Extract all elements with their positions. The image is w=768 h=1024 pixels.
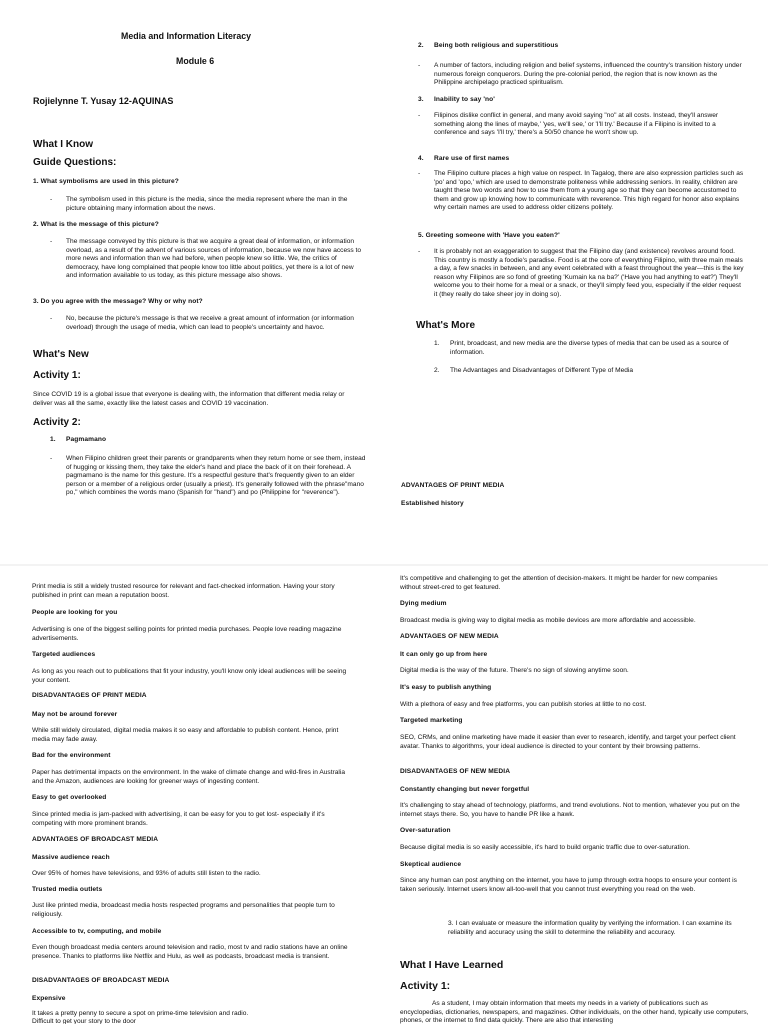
document-page-4	[384, 566, 768, 1024]
item-1-number: 1.	[50, 436, 56, 443]
subheading: It can only go up from here	[400, 651, 488, 658]
bullet: -	[418, 248, 421, 255]
section-heading: DISADVANTAGES OF PRINT MEDIA	[32, 692, 147, 699]
whats-more-heading: What's More	[416, 320, 476, 331]
paragraph: Over 95% of homes have televisions, and 93% of adults still listen to the radio.	[32, 870, 261, 877]
item-1-text: When Filipino children greet their parents or grandparents when they return home or see them, instead of hugging or kissing them, they take the elder's hand and place the back of it on their forehead. A pagmamano is the name for this gesture. It's a respectful gesture that's frequently given to an elder person or a member of a religious order (usually a priest). It's generally followed with the phrase"mano po," which combines the words mano (Spanish for "hand") and po (Philippine for "reverence").	[66, 455, 368, 497]
subheading: Constantly changing but never forgetful	[400, 786, 530, 793]
bullet: -	[50, 315, 53, 322]
activity-2-heading: Activity 2:	[33, 417, 81, 428]
subheading: Over-saturation	[400, 827, 451, 834]
document-page-2	[384, 0, 768, 564]
more-1-text: Print, broadcast, and new media are the diverse types of media that can be used as a source of information.	[450, 340, 731, 356]
activity-1-heading: Activity 1:	[400, 980, 451, 992]
what-i-have-learned-heading: What I Have Learned	[400, 959, 504, 971]
paragraph: With a plethora of easy and free platforms, you can publish stories at little to no cost.	[400, 701, 647, 708]
student-name: Rojielynne T. Yusay 12-AQUINAS	[33, 96, 174, 106]
question-1: 1. What symbolisms are used in this picture?	[33, 178, 179, 185]
what-i-know-heading: What I Know	[33, 139, 93, 150]
section-heading: DISADVANTAGES OF NEW MEDIA	[400, 768, 511, 775]
paragraph: SEO, CRMs, and online marketing have made it easier than ever to research, identify, and target your perfect client avatar. Thanks to algorithms, your ideal audience is directed to your content by their browsing patterns.	[400, 734, 738, 750]
question-2: 2. What is the message of this picture?	[33, 221, 159, 228]
item-1-title: Pagmamano	[66, 436, 107, 443]
subheading: Targeted audiences	[32, 651, 96, 658]
subheading: Accessible to tv, computing, and mobile	[32, 928, 162, 935]
item-4-title: Rare use of first names	[434, 155, 510, 162]
more-1-number: 1.	[434, 340, 440, 347]
paragraph: Digital media is the way of the future. There's no sign of slowing anytime soon.	[400, 667, 629, 674]
paragraph: Broadcast media is giving way to digital media as mobile devices are more affordable and accessible.	[400, 617, 696, 624]
item-4-number: 4.	[418, 155, 424, 162]
section-heading: ADVANTAGES OF NEW MEDIA	[400, 633, 499, 640]
bullet: -	[418, 170, 421, 177]
paragraph: Print media is still a widely trusted resource for relevant and fact-checked information. Having your story published in print can mean a reputation boost.	[32, 583, 337, 599]
item-5-text: It is probably not an exaggeration to suggest that the Filipino day (and existence) revolves around food. This country is mostly a foodie's paradise. Food is at the core of everything Filipino, with three main meals a day, a few snacks in between, and any event celebrated with a feast throughout the year—this is the key reason why Filipinos are so fond of greeting 'Kumain ka na ba?' ('Have you had anything to eat?') They'll welcome you to their home for a meal or a snack, or they'll simply feed you, especially if the elder request it (they really do take sheer joy in doing so).	[434, 248, 746, 298]
item-5-title: 5. Greeting someone with 'Have you eaten?'	[418, 232, 560, 239]
item-3-text: 3. I can evaluate or measure the information quality by verifying the information. I can examine its reliability and accuracy using the skill to determine the reliability and accuracy.	[448, 920, 734, 936]
subheading: People are looking for you	[32, 609, 118, 616]
subheading: Trusted media outlets	[32, 886, 103, 893]
subheading: Easy to get overlooked	[32, 794, 107, 801]
answer-2: The message conveyed by this picture is that we acquire a great deal of information, or information overload, as a result of the advent of various sources of information, because we now have access to more news and information than we had before, when people knew so little. We, the critics of democracy, have long complained that people know too little about politics, yet there is a lot of new and information available to us today, as this picture message also shows.	[66, 238, 363, 280]
bullet: -	[418, 62, 421, 69]
subheading: May not be around forever	[32, 711, 118, 718]
bullet: -	[50, 238, 53, 245]
item-2-title: Being both religious and superstitious	[434, 42, 559, 49]
paragraph: Just like printed media, broadcast media hosts respected programs and personalities that people turn to religiously.	[32, 902, 337, 918]
activity-1-text: As a student, I may obtain information that meets my needs in a variety of publications such as encyclopedias, dictionaries, newspapers, and magazines. Other individuals, on the other hand, typically use computers, phones, or the internet to find data quickly. There are also that interesting	[400, 1000, 751, 1024]
paragraph: Advertising is one of the biggest selling points for printed media purchases. People love reading magazine advertisements.	[32, 626, 344, 642]
bullet: -	[50, 196, 53, 203]
paragraph: Difficult to get your story to the door	[32, 1018, 136, 1024]
answer-1: The symbolism used in this picture is the media, since the media represent where the man in the picture obtaining many information about the news.	[66, 196, 350, 212]
subheading: Targeted marketing	[400, 717, 463, 724]
paragraph: Paper has detrimental impacts on the environment. In the wake of climate change and wild-fires in Australia and the Amazon, audiences are looking for greener ways of ingesting content.	[32, 769, 347, 785]
activity-1-text: Since COVID 19 is a global issue that everyone is dealing with, the information that different media relay or deliver was all the same, exactly like the latest cases and COVID 19 vaccination.	[33, 391, 347, 407]
module-title: Module 6	[176, 56, 215, 66]
paragraph: It takes a pretty penny to secure a spot on prime-time television and radio.	[32, 1010, 249, 1017]
paragraph: Since any human can post anything on the internet, you have to jump through extra hoops to ensure your content is taken seriously. Internet users know all-too-well that you cannot trust everything you read on the web.	[400, 877, 739, 893]
more-2-text: The Advantages and Disadvantages of Different Type of Media	[450, 367, 634, 374]
item-4-text: The Filipino culture places a high value on respect. In Tagalog, there are also expression particles such as 'po' and 'opo,' which are used to demonstrate politeness while addressing seniors. In reality, children are taught these two words and how to use them from a young age so that they can become accustomed to them and grow up knowing how to communicate with reverence. This high regard for honor also explains why certain names are used to address older citizens politely.	[434, 170, 746, 212]
paragraph: Even though broadcast media centers around television and radio, most tv and radio stations have an online presence. Thanks to platforms like Netflix and Hulu, as well as podcasts, broadcast media is transient.	[32, 944, 350, 960]
subheading: Expensive	[32, 995, 66, 1002]
paragraph: While still widely circulated, digital media makes it so easy and affordable to publish content. Hence, print media may fade away.	[32, 727, 341, 743]
subheading: Bad for the environment	[32, 752, 111, 759]
advantages-print-heading: ADVANTAGES OF PRINT MEDIA	[401, 482, 505, 489]
item-3-title: Inability to say 'no'	[434, 96, 495, 103]
answer-3: No, because the picture's message is that we receive a great amount of information (or information overload) through the usage of media, which can lead to people's uncertainty and havoc.	[66, 315, 356, 331]
established-history-heading: Established history	[401, 500, 464, 507]
bullet: -	[50, 455, 53, 462]
subheading: Skeptical audience	[400, 861, 462, 868]
item-2-text: A number of factors, including religion and belief systems, influenced the country's transition history under numerous foreign conquerors. During the pre-colonial period, the region that is now known as the Philippine archipelago practiced spiritualism.	[434, 62, 744, 87]
guide-questions-heading: Guide Questions:	[33, 157, 117, 168]
more-2-number: 2.	[434, 367, 440, 374]
paragraph: Because digital media is so easily accessible, it's hard to build organic traffic due to over-saturation.	[400, 844, 690, 851]
question-3: 3. Do you agree with the message? Why or why not?	[33, 298, 203, 305]
subheading: Massive audience reach	[32, 854, 110, 861]
activity-1-heading: Activity 1:	[33, 370, 81, 381]
paragraph: It's competitive and challenging to get the attention of decision-makers. It might be harder for new companies without street-cred to get featured.	[400, 575, 720, 591]
document-page-3	[0, 566, 384, 1024]
paragraph: It's challenging to stay ahead of technology, platforms, and trend evolutions. Not to mention, whatever you put on the internet stays there. So, you have to handle PR like a hawk.	[400, 802, 742, 818]
item-3-text: Filipinos dislike conflict in general, and many avoid saying "no" at all costs. Instead, they'll answer something along the lines of maybe,' 'yes, we'll see,' or 'I'll try.' Because if a Filipino is invited to a conference and says 'I'll try,' there's a 50/50 chance he won't show up.	[434, 112, 720, 137]
section-heading: ADVANTAGES OF BROADCAST MEDIA	[32, 836, 159, 843]
course-title: Media and Information Literacy	[121, 31, 252, 41]
paragraph: As long as you reach out to publications that fit your industry, you'll know only ideal audiences will be seeing your content.	[32, 668, 348, 684]
bullet: -	[418, 112, 421, 119]
section-heading: DISADVANTAGES OF BROADCAST MEDIA	[32, 977, 170, 984]
subheading: It's easy to publish anything	[400, 684, 492, 691]
item-2-number: 2.	[418, 42, 424, 49]
item-3-number: 3.	[418, 96, 424, 103]
whats-new-heading: What's New	[33, 349, 89, 360]
subheading: Dying medium	[400, 600, 447, 607]
paragraph: Since printed media is jam-packed with advertising, it can be easy for you to get lost- especially if it's competing with more prominent brands.	[32, 811, 327, 827]
document-page-1	[0, 0, 384, 564]
